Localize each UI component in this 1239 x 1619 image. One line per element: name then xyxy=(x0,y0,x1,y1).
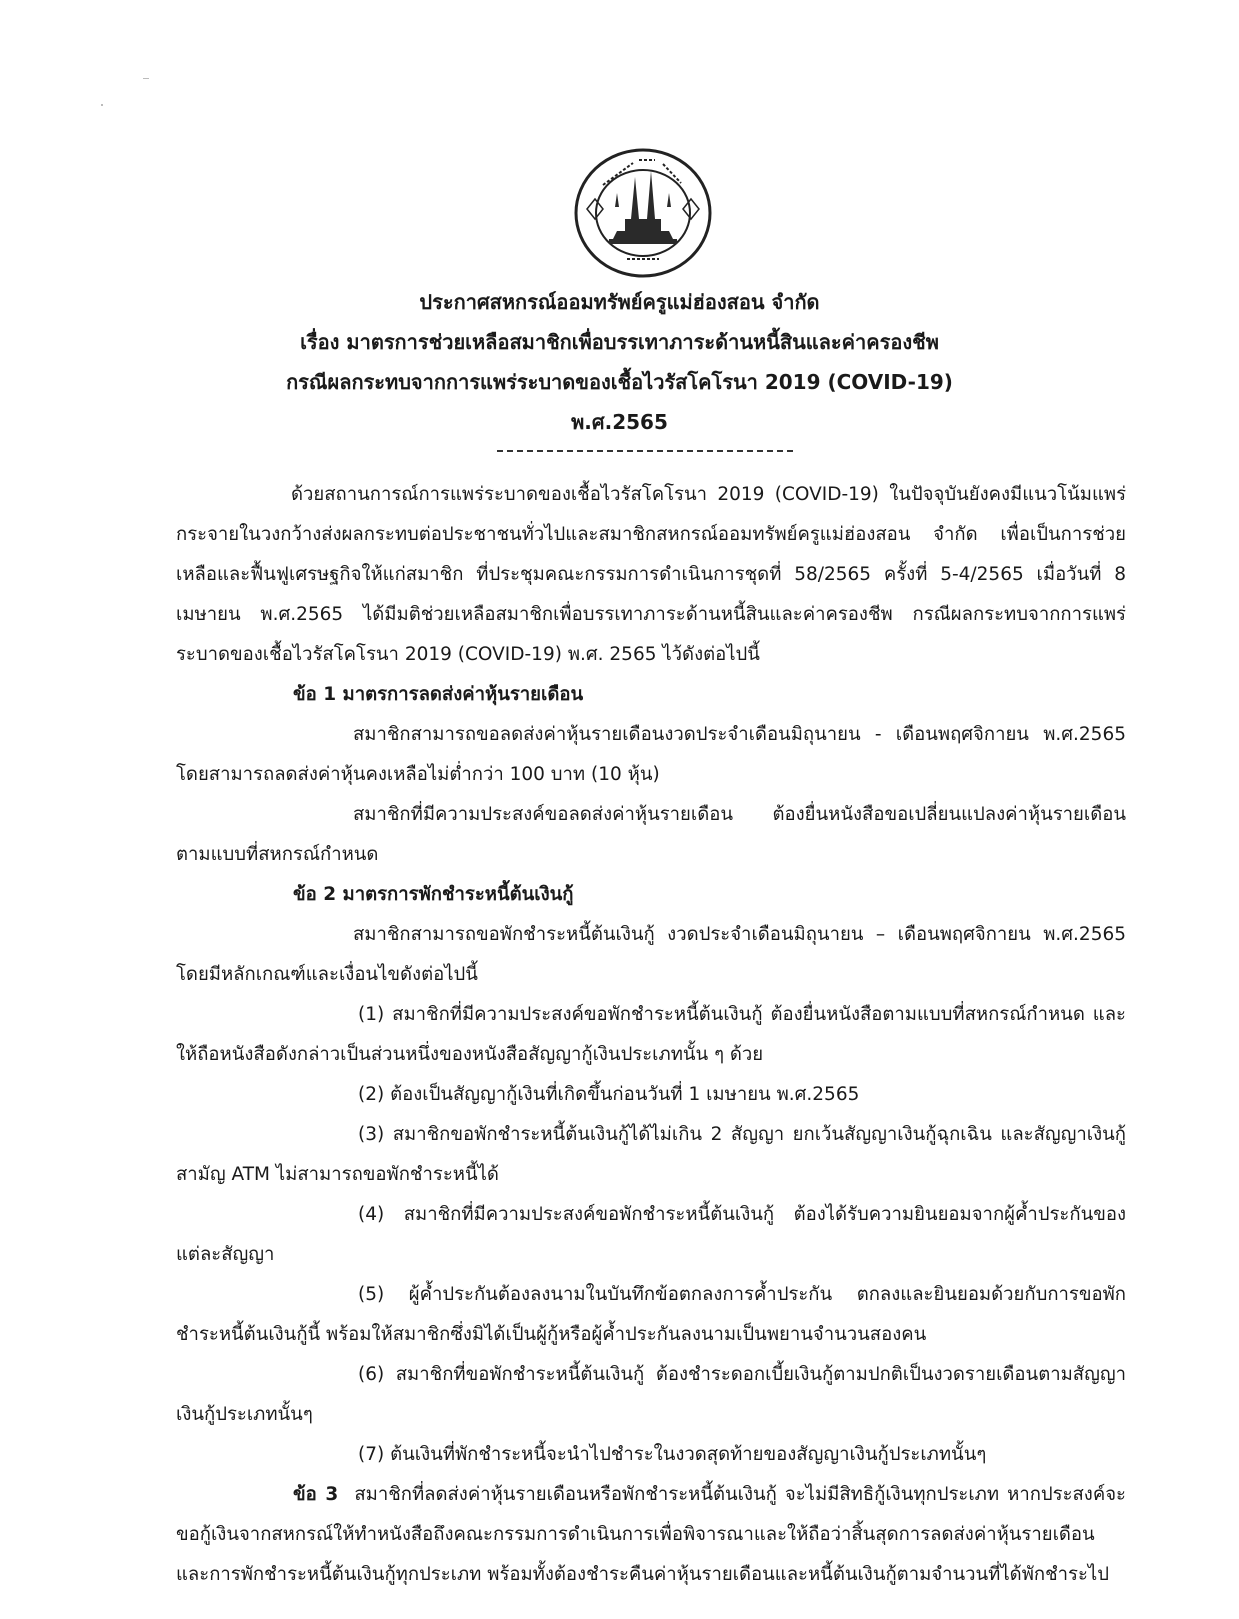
announcement-title: ประกาศสหกรณ์ออมทรัพย์ครูแม่ฮ่องสอน จำกัด xyxy=(419,290,820,314)
announcement-year: พ.ศ.2565 xyxy=(571,410,668,434)
clause-2-item: (3) สมาชิกขอพักชำระหนี้ต้นเงินกู้ได้ไม่เกิน 2 สัญญา ยกเว้นสัญญาเงินกู้ฉุกเฉิน และสัญญาเงินกู้สามัญ ATM ไม่สามารถขอพักชำระหนี้ได้ xyxy=(176,1124,1126,1185)
clause-1-paragraph: สมาชิกที่มีความประสงค์ขอลดส่งค่าหุ้นรายเดือน ต้องยื่นหนังสือขอเปลี่ยนแปลงค่าหุ้นรายเดือน ตามแบบที่สหกรณ์กำหนด xyxy=(176,804,1126,865)
clause-2-item: (5) ผู้ค้ำประกันต้องลงนามในบันทึกข้อตกลงการค้ำประกัน ตกลงและยินยอมด้วยกับการขอพักชำระหนี้ต้นเงินกู้นี้ พร้อมให้สมาชิกซึ่งมิได้เป็นผู้กู้หรือผู้ค้ำประกันลงนามเป็นพยานจำนวนสองคน xyxy=(176,1284,1126,1345)
dashed-divider xyxy=(497,450,793,452)
announcement-body xyxy=(176,475,1126,1595)
scan-speck xyxy=(101,104,103,106)
clause-2-item: (7) ต้นเงินที่พักชำระหนี้จะนำไปชำระในงวดสุดท้ายของสัญญาเงินกู้ประเภทนั้นๆ xyxy=(358,1444,987,1465)
clause-2-item: (6) สมาชิกที่ขอพักชำระหนี้ต้นเงินกู้ ต้องชำระดอกเบี้ยเงินกู้ตามปกติเป็นงวดรายเดือนตามสัญญาเงินกู้ประเภทนั้นๆ xyxy=(176,1364,1126,1425)
clause-3-paragraph xyxy=(176,1475,1126,1595)
clause-2-item: (4) สมาชิกที่มีความประสงค์ขอพักชำระหนี้ต้นเงินกู้ ต้องได้รับความยินยอมจากผู้ค้ำประกันของแต่ละสัญญา xyxy=(176,1204,1126,1265)
clause-2-paragraph: สมาชิกสามารถขอพักชำระหนี้ต้นเงินกู้ งวดประจำเดือนมิถุนายน – เดือนพฤศจิกายน พ.ศ.2565 โดยมีหลักเกณฑ์และเงื่อนไขดังต่อไปนี้ xyxy=(176,924,1126,985)
clause-2-item: (1) สมาชิกที่มีความประสงค์ขอพักชำระหนี้ต้นเงินกู้ ต้องยื่นหนังสือตามแบบที่สหกรณ์กำหนด และให้ถือหนังสือดังกล่าวเป็นส่วนหนึ่งของหนังสือสัญญากู้เงินประเภทนั้น ๆ ด้วย xyxy=(176,1004,1126,1065)
announcement-case: กรณีผลกระทบจากการแพร่ระบาดของเชื้อไวรัสโคโรนา 2019 (COVID-19) xyxy=(286,370,953,394)
intro-paragraph: ด้วยสถานการณ์การแพร่ระบาดของเชื้อไวรัสโคโรนา 2019 (COVID-19) ในปัจจุบันยังคงมีแนวโน้มแพร่กระจายในวงกว้างส่งผลกระทบต่อประชาชนทั่วไปและสมาชิกสหกรณ์ออมทรัพย์ครูแม่ฮ่องสอน จำกัด เพื่อเป็นการช่วยเหลือและฟื้นฟูเศรษฐกิจให้แก่สมาชิก ที่ประชุมคณะกรรมการดำเนินการชุดที่ 58/2565 ครั้งที่ 5-4/2565 เมื่อวันที่ 8 เมษายน พ.ศ.2565 ได้มีมติช่วยเหลือสมาชิกเพื่อบรรเทาภาระด้านหนี้สินและค่าครองชีพ กรณีผลกระทบจากการแพร่ระบาดของเชื้อไวรัสโคโรนา 2019 (COVID-19) พ.ศ. 2565 ไว้ดังต่อไปนี้ xyxy=(176,484,1126,665)
announcement-subject: เรื่อง มาตรการช่วยเหลือสมาชิกเพื่อบรรเทาภาระด้านหนี้สินและค่าครองชีพ xyxy=(300,330,939,354)
scan-speck xyxy=(143,78,149,79)
clause-1-paragraph: สมาชิกสามารถขอลดส่งค่าหุ้นรายเดือนงวดประจำเดือนมิถุนายน - เดือนพฤศจิกายน พ.ศ.2565 โดยสามารถลดส่งค่าหุ้นคงเหลือไม่ต่ำกว่า 100 บาท (10 หุ้น) xyxy=(176,724,1126,785)
clause-3-number: ข้อ 3 xyxy=(293,1484,339,1505)
clause-2-item: (2) ต้องเป็นสัญญากู้เงินที่เกิดขึ้นก่อนวันที่ 1 เมษายน พ.ศ.2565 xyxy=(358,1084,860,1105)
clause-1-heading: ข้อ 1 มาตรการลดส่งค่าหุ้นรายเดือน xyxy=(293,684,584,705)
clause-3-text: สมาชิกที่ลดส่งค่าหุ้นรายเดือนหรือพักชำระหนี้ต้นเงินกู้ จะไม่มีสิทธิกู้เงินทุกประเภท หากประสงค์จะขอกู้เงินจากสหกรณ์ให้ทำหนังสือถึงคณะกรรมการดำเนินการเพื่อพิจารณาและให้ถือว่าสิ้นสุดการลดส่งค่าหุ้นรายเดือนและการพักชำระหนี้ต้นเงินกู้ทุกประเภท พร้อมทั้งต้องชำระคืนค่าหุ้นรายเดือนและหนี้ต้นเงินกู้ตามจำนวนที่ได้พักชำระไป xyxy=(176,1484,1126,1585)
clause-2-heading: ข้อ 2 มาตรการพักชำระหนี้ต้นเงินกู้ xyxy=(293,884,574,905)
cooperative-seal-icon xyxy=(573,147,713,279)
announcement-header xyxy=(0,282,1239,442)
